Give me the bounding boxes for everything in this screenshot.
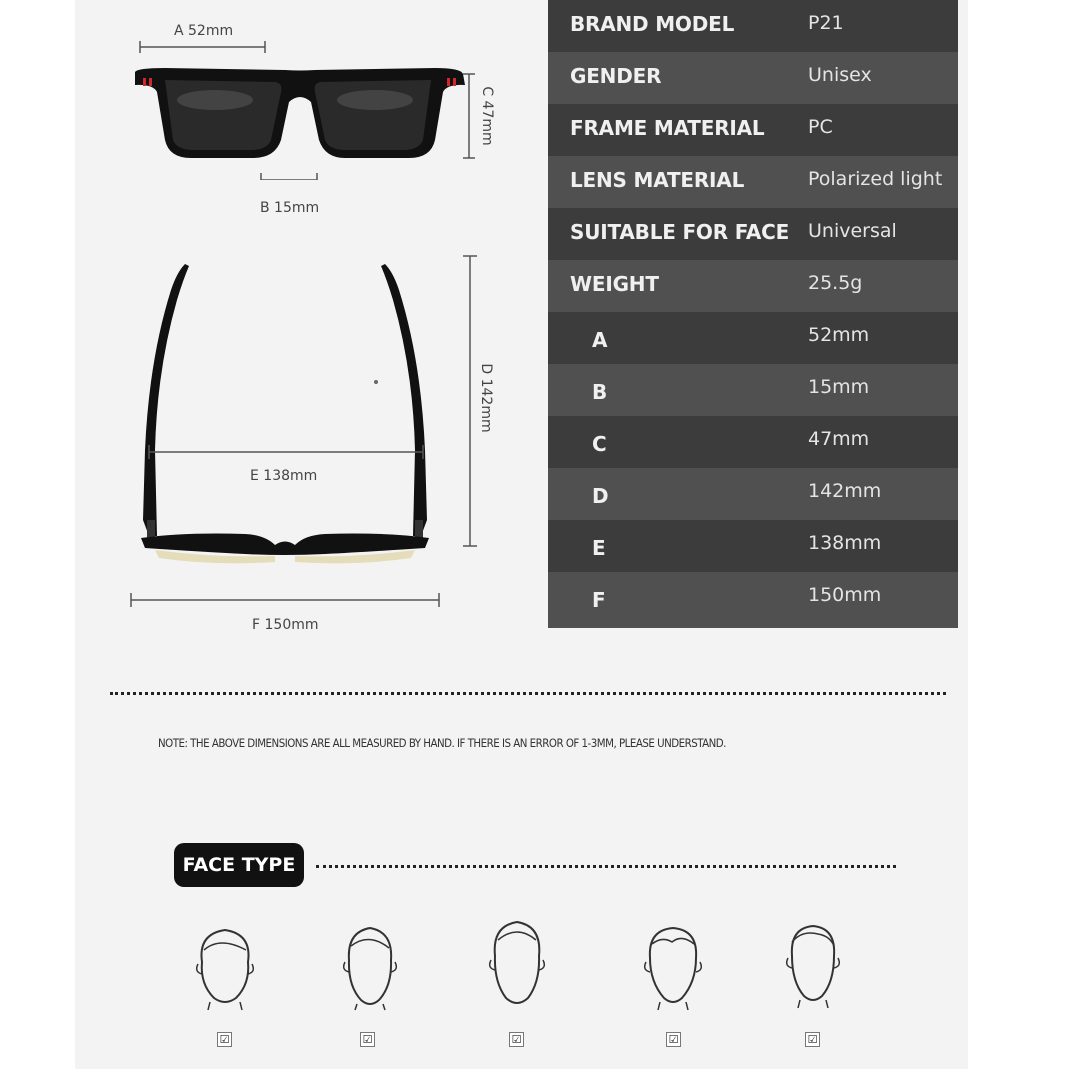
- spec-row-gender: [548, 52, 958, 104]
- oval-face-icon: [335, 922, 405, 1012]
- face-type-label: FACE TYPE: [182, 854, 296, 876]
- face-type-badge: [174, 843, 304, 887]
- spec-row-weight: [548, 260, 958, 312]
- square-face-icon: [778, 920, 848, 1012]
- measurement-note: NOTE: THE ABOVE DIMENSIONS ARE ALL MEASURED BY HAND. IF THERE IS AN ERROR OF 1-3MM, PLEASE UNDERSTAND.: [158, 736, 726, 750]
- spec-value: 47mm: [808, 428, 870, 450]
- long-face-icon: [482, 918, 552, 1012]
- dimension-a-label: A 52mm: [174, 23, 234, 39]
- dimension-b-label: B 15mm: [260, 200, 320, 216]
- spec-value: Universal: [808, 220, 897, 242]
- spec-key: BRAND MODEL: [570, 12, 735, 36]
- spec-value: P21: [808, 12, 844, 34]
- spec-key: D: [592, 484, 609, 508]
- spec-row-frame-material: [548, 104, 958, 156]
- dimension-c-label: C 47mm: [479, 86, 495, 146]
- spec-key: A: [592, 328, 608, 352]
- face-round-checkbox: ☑: [217, 1032, 232, 1047]
- spec-key: FRAME MATERIAL: [570, 116, 765, 140]
- spec-value: 138mm: [808, 532, 882, 554]
- spec-row-a: [548, 312, 958, 364]
- spec-value: Unisex: [808, 64, 872, 86]
- face-square-checkbox: ☑: [805, 1032, 820, 1047]
- spec-value: 142mm: [808, 480, 882, 502]
- dimension-f-label: F 150mm: [252, 617, 319, 633]
- spec-row-d: [548, 468, 958, 520]
- spec-key: B: [592, 380, 608, 404]
- face-oval-checkbox: ☑: [360, 1032, 375, 1047]
- spec-key: F: [592, 588, 606, 612]
- spec-row-e: [548, 520, 958, 572]
- spec-key: C: [592, 432, 607, 456]
- spec-value: 25.5g: [808, 272, 863, 294]
- spec-key: WEIGHT: [570, 272, 659, 296]
- face-type-dotted-line: [316, 865, 896, 868]
- sunglasses-front-view: [125, 40, 475, 180]
- sunglasses-top-view: [125, 250, 495, 610]
- specification-table: [548, 0, 958, 628]
- spec-row-f: [548, 572, 958, 628]
- face-long-checkbox: ☑: [509, 1032, 524, 1047]
- spec-value: 150mm: [808, 584, 882, 606]
- spec-value: 52mm: [808, 324, 870, 346]
- heart-face-icon: [638, 922, 708, 1012]
- dotted-divider: [110, 692, 946, 695]
- spec-value: Polarized light: [808, 168, 943, 190]
- spec-row-lens-material: [548, 156, 958, 208]
- spec-row-c: [548, 416, 958, 468]
- spec-key: GENDER: [570, 64, 662, 88]
- face-heart-checkbox: ☑: [666, 1032, 681, 1047]
- dimension-d-label: D 142mm: [478, 363, 494, 433]
- spec-row-brand-model: [548, 0, 958, 52]
- spec-key: LENS MATERIAL: [570, 168, 745, 192]
- spec-row-suitable-for-face: [548, 208, 958, 260]
- spec-value: PC: [808, 116, 833, 138]
- dimension-e-label: E 138mm: [250, 468, 318, 484]
- spec-key: SUITABLE FOR FACE: [570, 220, 790, 244]
- spec-key: E: [592, 536, 606, 560]
- spec-row-b: [548, 364, 958, 416]
- spec-value: 15mm: [808, 376, 870, 398]
- round-face-icon: [190, 922, 260, 1012]
